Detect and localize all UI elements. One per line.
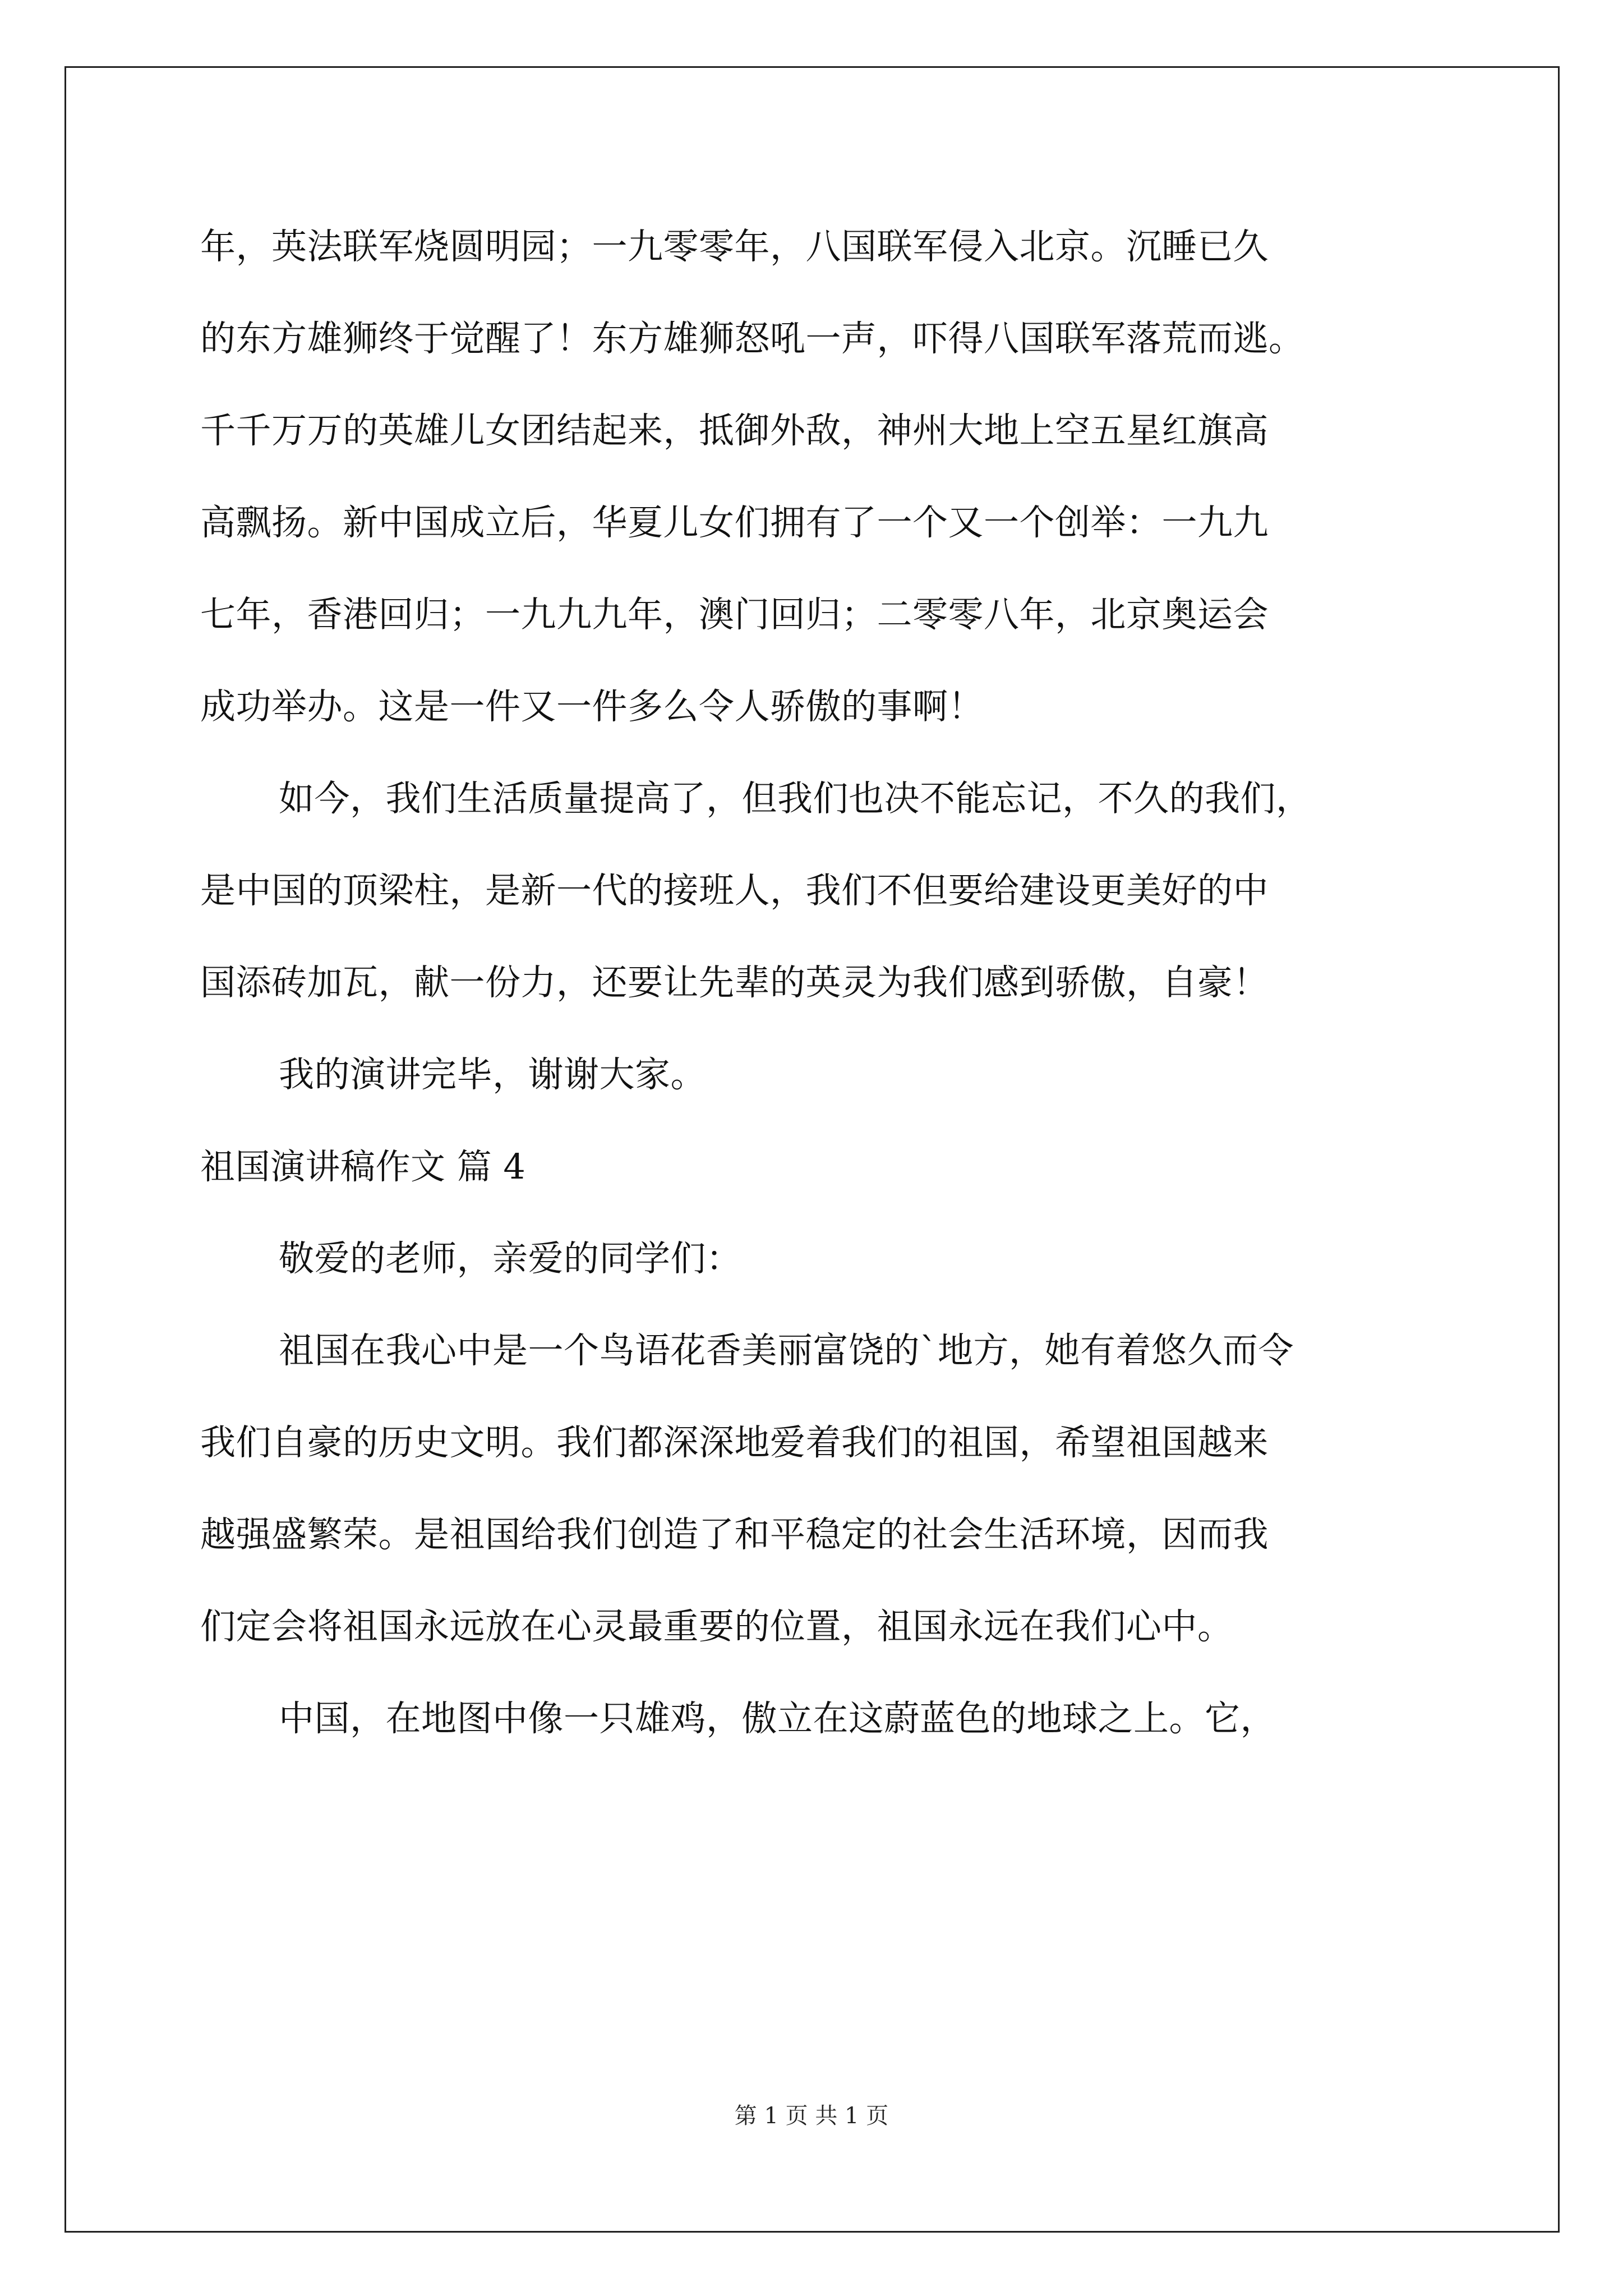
text-line: 国添砖加瓦，献一份力，还要让先辈的英灵为我们感到骄傲，自豪！ — [200, 962, 1269, 1003]
section-heading: 祖国演讲稿作文 篇 4 — [200, 1146, 526, 1187]
page-number-footer: 第 1 页 共 1 页 — [734, 2103, 889, 2129]
paragraph-first-line: 我的演讲完毕，谢谢大家。 — [279, 1054, 706, 1095]
paragraph-first-line: 中国，在地图中像一只雄鸡，傲立在这蔚蓝色的地球之上。它， — [279, 1698, 1276, 1739]
text-line: 越强盛繁荣。是祖国给我们创造了和平稳定的社会生活环境，因而我 — [200, 1514, 1269, 1555]
text-line: 们定会将祖国永远放在心灵最重要的位置，祖国永远在我们心中。 — [200, 1606, 1233, 1647]
text-line: 七年，香港回归；一九九九年，澳门回归；二零零八年，北京奥运会 — [200, 594, 1269, 635]
paragraph-first-line: 如今，我们生活质量提高了，但我们也决不能忘记，不久的我们， — [279, 778, 1312, 819]
text-line: 年，英法联军烧圆明园；一九零零年，八国联军侵入北京。沉睡已久 — [200, 226, 1269, 267]
salutation: 敬爱的老师，亲爱的同学们： — [279, 1238, 742, 1279]
text-line: 千千万万的英雄儿女团结起来，抵御外敌，神州大地上空五星红旗高 — [200, 410, 1269, 451]
paragraph-first-line: 祖国在我心中是一个鸟语花香美丽富饶的`地方，她有着悠久而令 — [279, 1330, 1294, 1371]
text-line: 高飘扬。新中国成立后，华夏儿女们拥有了一个又一个创举：一九九 — [200, 502, 1269, 543]
text-line: 我们自豪的历史文明。我们都深深地爱着我们的祖国，希望祖国越来 — [200, 1422, 1269, 1463]
text-line: 是中国的顶梁柱，是新一代的接班人，我们不但要给建设更美好的中 — [200, 870, 1269, 911]
text-line: 成功举办。这是一件又一件多么令人骄傲的事啊！ — [200, 686, 984, 727]
text-line: 的东方雄狮终于觉醒了！东方雄狮怒吼一声，吓得八国联军落荒而逃。 — [200, 318, 1304, 359]
